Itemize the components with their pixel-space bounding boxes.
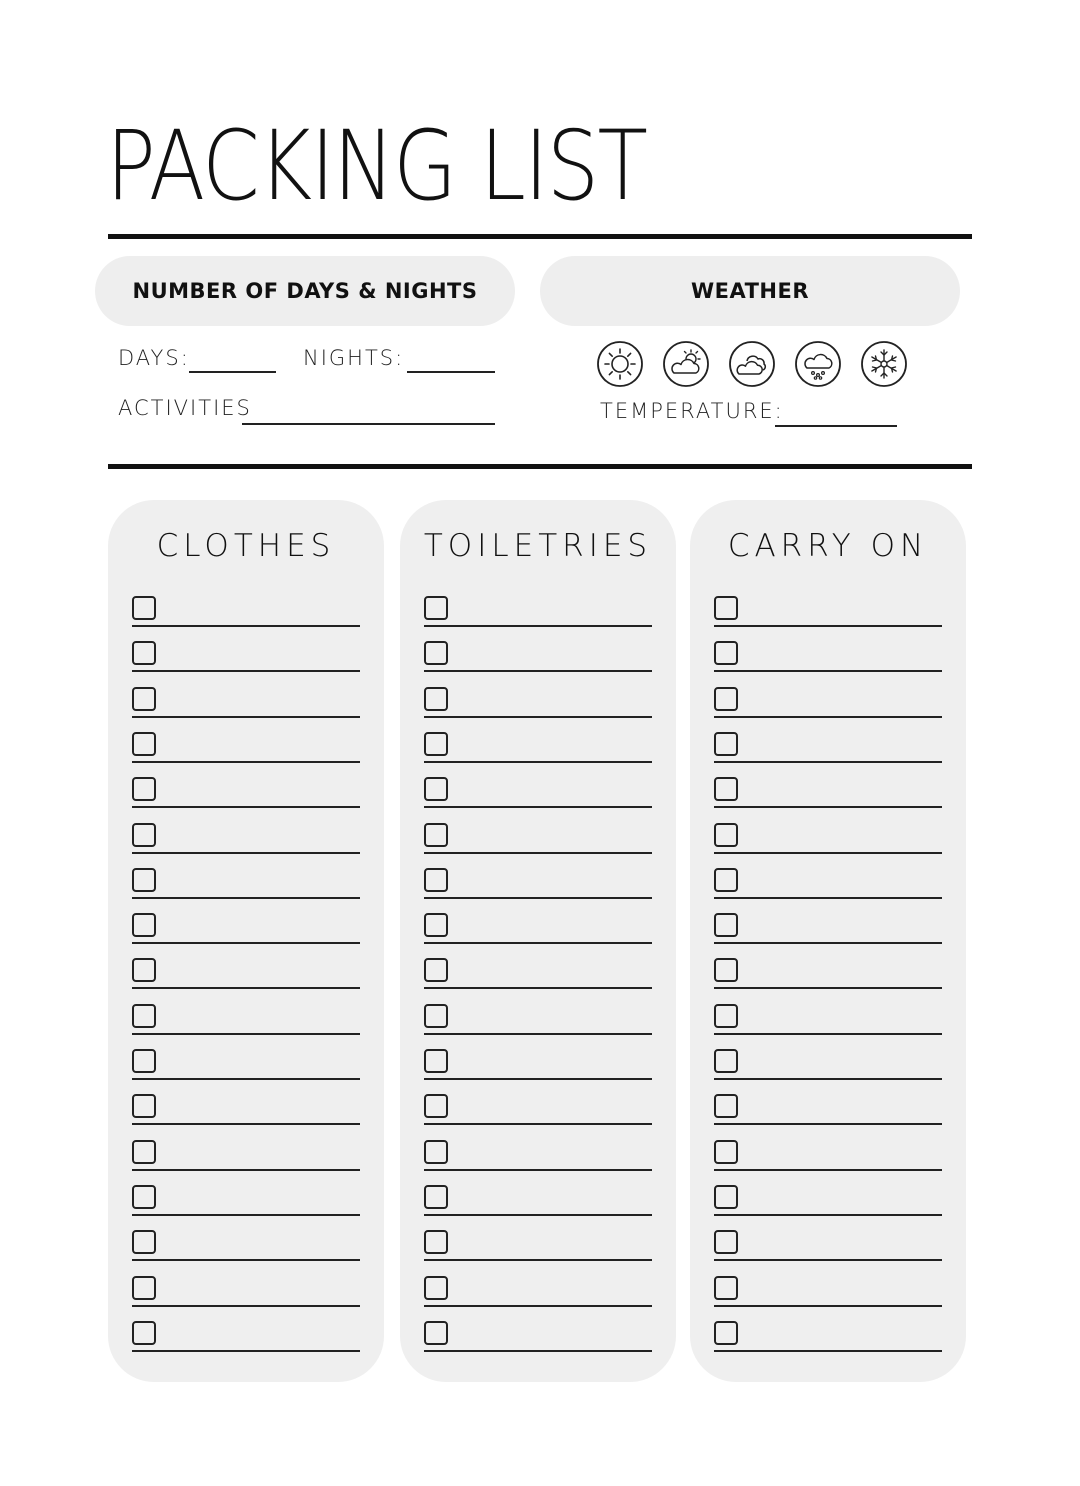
checklist-item[interactable] [424,909,652,955]
checkbox[interactable] [714,1276,738,1300]
item-write-line[interactable] [424,1259,652,1261]
checkbox[interactable] [714,1230,738,1254]
checklist-item[interactable] [714,1226,942,1272]
checkbox[interactable] [132,1094,156,1118]
checklist-item[interactable] [132,1000,360,1046]
checklist-item[interactable] [132,728,360,774]
item-write-line[interactable] [714,1033,942,1035]
item-write-line[interactable] [132,761,360,763]
checklist-item[interactable] [714,1181,942,1227]
checkbox[interactable] [714,1185,738,1209]
item-write-line[interactable] [424,897,652,899]
checkbox[interactable] [424,1094,448,1118]
item-write-line[interactable] [132,1259,360,1261]
checklist-item[interactable] [714,773,942,819]
carry-on-title: CARRY ON [727,528,929,564]
cloudy-icon[interactable] [728,340,776,388]
checkbox[interactable] [132,823,156,847]
checklist-item[interactable] [132,1045,360,1091]
item-write-line[interactable] [424,1033,652,1035]
sun-icon[interactable] [596,340,644,388]
item-write-line[interactable] [132,670,360,672]
clothes-list [108,500,384,1382]
item-write-line[interactable] [424,716,652,718]
item-write-line[interactable] [424,806,652,808]
checklist-item[interactable] [132,864,360,910]
checkbox[interactable] [424,1321,448,1345]
checklist-item[interactable] [424,819,652,865]
checklist-item[interactable] [132,1317,360,1363]
checkbox[interactable] [424,823,448,847]
checkbox[interactable] [424,1230,448,1254]
item-write-line[interactable] [714,761,942,763]
activities-label: ACTIVITIES [118,396,252,420]
checkbox[interactable] [424,641,448,665]
item-write-line[interactable] [714,987,942,989]
item-write-line[interactable] [714,1123,942,1125]
checkbox[interactable] [714,868,738,892]
checkbox[interactable] [424,732,448,756]
checklist-item[interactable] [714,1136,942,1182]
toiletries-title: TOILETRIES [423,528,653,564]
item-write-line[interactable] [714,1305,942,1307]
item-write-line[interactable] [424,1214,652,1216]
item-write-line[interactable] [132,1350,360,1352]
item-write-line[interactable] [714,897,942,899]
checklist-item[interactable] [132,819,360,865]
item-write-line[interactable] [132,1078,360,1080]
checklist-item[interactable] [714,864,942,910]
checkbox[interactable] [132,958,156,982]
item-write-line[interactable] [714,1259,942,1261]
checklist-item[interactable] [714,1000,942,1046]
temperature-field[interactable] [775,425,897,427]
checklist-item[interactable] [424,1090,652,1136]
item-write-line[interactable] [424,1123,652,1125]
checkbox[interactable] [714,913,738,937]
checklist-item[interactable] [424,637,652,683]
checklist-item[interactable] [424,1272,652,1318]
checklist-item[interactable] [132,773,360,819]
checkbox[interactable] [714,1321,738,1345]
checkbox[interactable] [424,1049,448,1073]
item-write-line[interactable] [714,806,942,808]
checkbox[interactable] [132,777,156,801]
checkbox[interactable] [132,687,156,711]
item-write-line[interactable] [132,1214,360,1216]
rain-icon[interactable] [794,340,842,388]
checkbox[interactable] [714,1049,738,1073]
toiletries-list [400,500,676,1382]
top-divider [108,234,972,239]
item-write-line[interactable] [714,852,942,854]
checklist-item[interactable] [132,683,360,729]
checklist-item[interactable] [424,1181,652,1227]
item-write-line[interactable] [714,1350,942,1352]
checklist-item[interactable] [714,909,942,955]
item-write-line[interactable] [714,942,942,944]
checklist-item[interactable] [714,637,942,683]
checklist-item[interactable] [132,1181,360,1227]
item-write-line[interactable] [132,987,360,989]
checkbox[interactable] [132,913,156,937]
checkbox[interactable] [132,1321,156,1345]
checklist-item[interactable] [714,592,942,638]
checkbox[interactable] [424,1004,448,1028]
nights-label: NIGHTS: [303,346,405,370]
checkbox[interactable] [714,1140,738,1164]
days-nights-header: NUMBER OF DAYS & NIGHTS [95,256,515,326]
checklist-item[interactable] [424,1045,652,1091]
weather-icons [596,340,908,388]
checklist-item[interactable] [714,819,942,865]
item-write-line[interactable] [714,1078,942,1080]
checklist-item[interactable] [714,1090,942,1136]
checklist-item[interactable] [424,1226,652,1272]
item-write-line[interactable] [132,716,360,718]
checklist-item[interactable] [424,1136,652,1182]
checklist-item[interactable] [424,592,652,638]
checklist-item[interactable] [132,954,360,1000]
days-field[interactable] [189,371,276,373]
activities-field[interactable] [242,423,495,425]
item-write-line[interactable] [132,1123,360,1125]
checklist-item[interactable] [132,637,360,683]
item-write-line[interactable] [132,806,360,808]
item-write-line[interactable] [424,625,652,627]
checkbox[interactable] [424,687,448,711]
checkbox[interactable] [714,958,738,982]
checklist-item[interactable] [714,728,942,774]
checkbox[interactable] [424,868,448,892]
item-write-line[interactable] [424,670,652,672]
checklist-item[interactable] [132,1226,360,1272]
partly-cloudy-icon[interactable] [662,340,710,388]
item-write-line[interactable] [714,1214,942,1216]
checkbox[interactable] [714,732,738,756]
page-title: PACKING LIST [106,110,647,222]
checklist-item[interactable] [424,773,652,819]
item-write-line[interactable] [424,1350,652,1352]
checkbox[interactable] [132,1230,156,1254]
checkbox[interactable] [132,732,156,756]
checkbox[interactable] [424,1185,448,1209]
checklist-item[interactable] [714,1317,942,1363]
checklist-item[interactable] [424,954,652,1000]
weather-header: WEATHER [540,256,960,326]
item-write-line[interactable] [424,942,652,944]
checklist-item[interactable] [132,592,360,638]
checklist-item[interactable] [714,1272,942,1318]
checkbox[interactable] [132,1276,156,1300]
temperature-label: TEMPERATURE: [600,399,784,423]
item-write-line[interactable] [132,897,360,899]
item-write-line[interactable] [132,852,360,854]
carry-on-list [690,500,966,1382]
item-write-line[interactable] [424,1078,652,1080]
nights-field[interactable] [407,371,495,373]
checkbox[interactable] [714,1094,738,1118]
checkbox[interactable] [132,596,156,620]
checkbox[interactable] [132,1185,156,1209]
item-write-line[interactable] [132,942,360,944]
checkbox[interactable] [132,1049,156,1073]
checkbox[interactable] [424,777,448,801]
item-write-line[interactable] [132,1033,360,1035]
checkbox[interactable] [714,1004,738,1028]
checkbox[interactable] [424,596,448,620]
checkbox[interactable] [424,1276,448,1300]
checklist-item[interactable] [132,1090,360,1136]
checklist-item[interactable] [424,683,652,729]
checkbox[interactable] [424,1140,448,1164]
checkbox[interactable] [132,1004,156,1028]
item-write-line[interactable] [714,1169,942,1171]
item-write-line[interactable] [424,852,652,854]
checklist-item[interactable] [132,909,360,955]
checklist-item[interactable] [424,1000,652,1046]
item-write-line[interactable] [714,716,942,718]
checklist-item[interactable] [714,1045,942,1091]
item-write-line[interactable] [714,670,942,672]
checkbox[interactable] [714,687,738,711]
checkbox[interactable] [424,958,448,982]
checklist-item[interactable] [424,1317,652,1363]
item-write-line[interactable] [132,1169,360,1171]
checklist-item[interactable] [424,728,652,774]
checkbox[interactable] [424,913,448,937]
checkbox[interactable] [714,777,738,801]
clothes-title: CLOTHES [156,528,336,564]
checklist-item[interactable] [132,1136,360,1182]
checklist-item[interactable] [714,683,942,729]
days-label: DAYS: [118,346,190,370]
checkbox[interactable] [714,596,738,620]
item-write-line[interactable] [132,1305,360,1307]
middle-divider [108,464,972,469]
checkbox[interactable] [132,868,156,892]
checkbox[interactable] [714,823,738,847]
item-write-line[interactable] [424,761,652,763]
item-write-line[interactable] [714,625,942,627]
item-write-line[interactable] [132,625,360,627]
item-write-line[interactable] [424,987,652,989]
checkbox[interactable] [132,1140,156,1164]
checkbox[interactable] [132,641,156,665]
checkbox[interactable] [714,641,738,665]
item-write-line[interactable] [424,1305,652,1307]
checklist-item[interactable] [132,1272,360,1318]
snowflake-icon[interactable] [860,340,908,388]
item-write-line[interactable] [424,1169,652,1171]
checklist-item[interactable] [424,864,652,910]
checklist-item[interactable] [714,954,942,1000]
